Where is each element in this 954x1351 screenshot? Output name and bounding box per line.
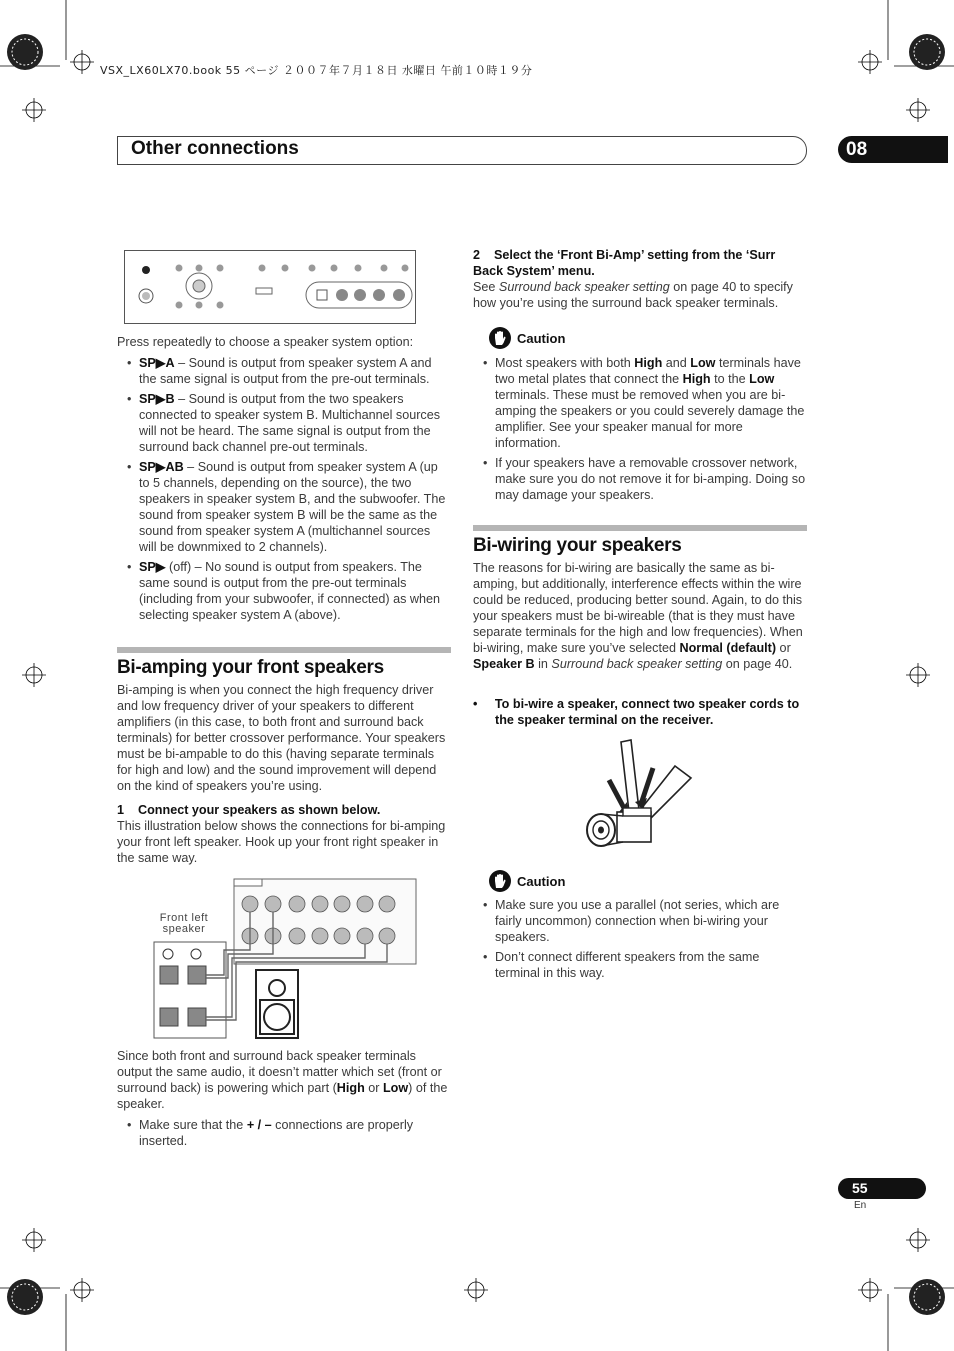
chapter-number: 08 (838, 136, 948, 163)
step-title: Select the ‘Front Bi-Amp’ setting from the ‘Surr Back System’ menu. (473, 248, 776, 278)
text-run: and (662, 356, 691, 370)
text-run: on page 40. (722, 657, 793, 671)
caution-heading (489, 327, 565, 349)
list-item (473, 355, 807, 451)
text-run: in (534, 657, 552, 671)
diagram-label-line-2: speaker (162, 923, 206, 935)
text-run: Since both front and surround back speaker terminals output the same audio, it doesn’t matter which set (front or surround back) is powering which part ( (117, 1049, 442, 1095)
step-2-heading (473, 247, 807, 279)
option-label: SP▶ (139, 560, 166, 574)
text-run: Make sure that the (139, 1118, 247, 1132)
text-run: ) of the speaker. (117, 1081, 448, 1111)
same-audio-paragraph (117, 1048, 451, 1112)
biamp-paragraph: Bi-amping is when you connect the high frequency driver and low frequency driver of your speakers to different amplifiers (in this case, to both front and surround back terminals) for better crossover performance. Your speakers must be bi-ampable to do this (having separate terminals for high and low) and the sound improvement will depend on the kind of speakers you’re using. (117, 683, 446, 793)
option-text: – Sound is output from speaker system A (up to 5 channels, depending on the source), the two speakers in speaker system B, and the subwoofer. The sound from speaker system B will be the same as the sound from speaker system A (multichannel sources will be downmixed to 2 channels). (139, 460, 446, 554)
file-header: VSX_LX60LX70.book 55 ページ ２００７年７月１８日 水曜日 午前１０時１９分 (100, 64, 533, 77)
polarity-note (117, 1117, 451, 1153)
option-label: SP▶B (139, 392, 175, 406)
chapter-title: Other connections (131, 138, 299, 159)
text-high: High (682, 372, 711, 386)
hand-icon (489, 327, 511, 349)
text-low: Low (749, 372, 775, 386)
list-item: • Don’t connect different speakers from the same terminal in this way. (473, 949, 807, 981)
step-number: 1 (117, 803, 125, 817)
list-item (117, 559, 451, 623)
text-high: High (634, 356, 663, 370)
text-run: or (776, 641, 791, 655)
text-run: to the (710, 372, 750, 386)
polarity-sign: + / – (246, 1118, 272, 1132)
speaker-option-intro: Press repeatedly to choose a speaker system option: (117, 335, 414, 349)
text-bold: Normal (default) (679, 641, 777, 655)
text-bold: Speaker B (473, 657, 535, 671)
list-item (117, 1117, 451, 1149)
cross-reference: Surround back speaker setting (551, 657, 723, 671)
option-label: SP▶A (139, 356, 175, 370)
option-label: SP▶AB (139, 460, 184, 474)
option-text: – Sound is output from the two speakers connected to speaker system B. Multichannel sources will not be heard. The same signal is output from the surround back channel pre-out terminals. (139, 392, 441, 454)
caution-label: Caution (517, 330, 566, 346)
caution-heading (489, 870, 565, 892)
section-divider (473, 525, 807, 531)
text-low: Low (382, 1081, 409, 1095)
section-divider (117, 647, 451, 653)
text-run: terminals have two metal plates that connect the (495, 356, 801, 386)
speaker-options-list (117, 355, 451, 627)
caution-list-2 (473, 897, 807, 985)
biamp-title: Bi-amping your front speakers (117, 657, 384, 678)
biamp-connection-diagram (152, 878, 420, 1040)
text-run: on page 40 to specify how you’re using the surround back speaker terminals. (473, 280, 793, 310)
biwire-step: • To bi-wire a speaker, connect two speaker cords to the speaker terminal on the receiver. (473, 697, 800, 727)
step-number: 2 (473, 248, 481, 262)
caution-label: Caution (517, 873, 566, 889)
text-run: terminals. These must be removed when you are bi-amping the speakers or you could severely damage the amplifier. See your speaker manual for more information. (495, 388, 805, 450)
text-run: Most speakers with both (495, 356, 635, 370)
biwire-title: Bi-wiring your speakers (473, 535, 682, 556)
list-item: • Make sure you use a parallel (not series, which are fairly uncommon) connection when bi-wiring your speakers. (473, 897, 807, 945)
biwire-paragraph (473, 560, 807, 672)
text-high: High (336, 1081, 365, 1095)
step-1-heading (117, 802, 451, 818)
option-text: (off) – No sound is output from speakers. The same sound is output from the pre-out terminals (including from your subwoofer, if connected) as when selecting speaker system A (above). (139, 560, 441, 622)
biwire-terminal-illustration (583, 738, 697, 850)
diagram-speaker-label (154, 913, 214, 935)
caution-list-1 (473, 355, 807, 507)
page-language: En (854, 1200, 867, 1211)
list-item (117, 459, 451, 555)
cross-reference: Surround back speaker setting (498, 280, 670, 294)
text-run: See (473, 280, 499, 294)
hand-icon (489, 870, 511, 892)
list-item (117, 355, 451, 387)
diagram-label-line-1: Front left (159, 912, 209, 924)
page-number: 55 (838, 1178, 926, 1199)
text-low: Low (690, 356, 716, 370)
step-1-text: This illustration below shows the connections for bi-amping your front left speaker. Hook up your front right speaker in the same way. (117, 819, 446, 865)
step-title: Connect your speakers as shown below. (138, 803, 381, 817)
step-title: To bi-wire a speaker, connect two speaker cords to the speaker terminal on the receiver. (494, 697, 800, 727)
text-run: The reasons for bi-wiring are basically the same as bi-amping, but additionally, interference effects within the wire could be reduced, producing better sound. Again, to do this your speakers must be bi-wireable (that is they must have separate terminals for the high and low frequencies). When bi-wiring, make sure you’ve selected (473, 561, 803, 655)
front-panel-illustration (124, 250, 416, 324)
text-run: or (364, 1081, 383, 1095)
list-item (117, 391, 451, 455)
step-2-text (473, 279, 807, 311)
list-item: • If your speakers have a removable crossover network, make sure you do not remove it for bi-amping. Doing so may damage your speakers. (473, 455, 807, 503)
text-run: connections are properly inserted. (139, 1118, 414, 1148)
option-text: – Sound is output from speaker system A and the same signal is output from the pre-out terminals. (139, 356, 432, 386)
